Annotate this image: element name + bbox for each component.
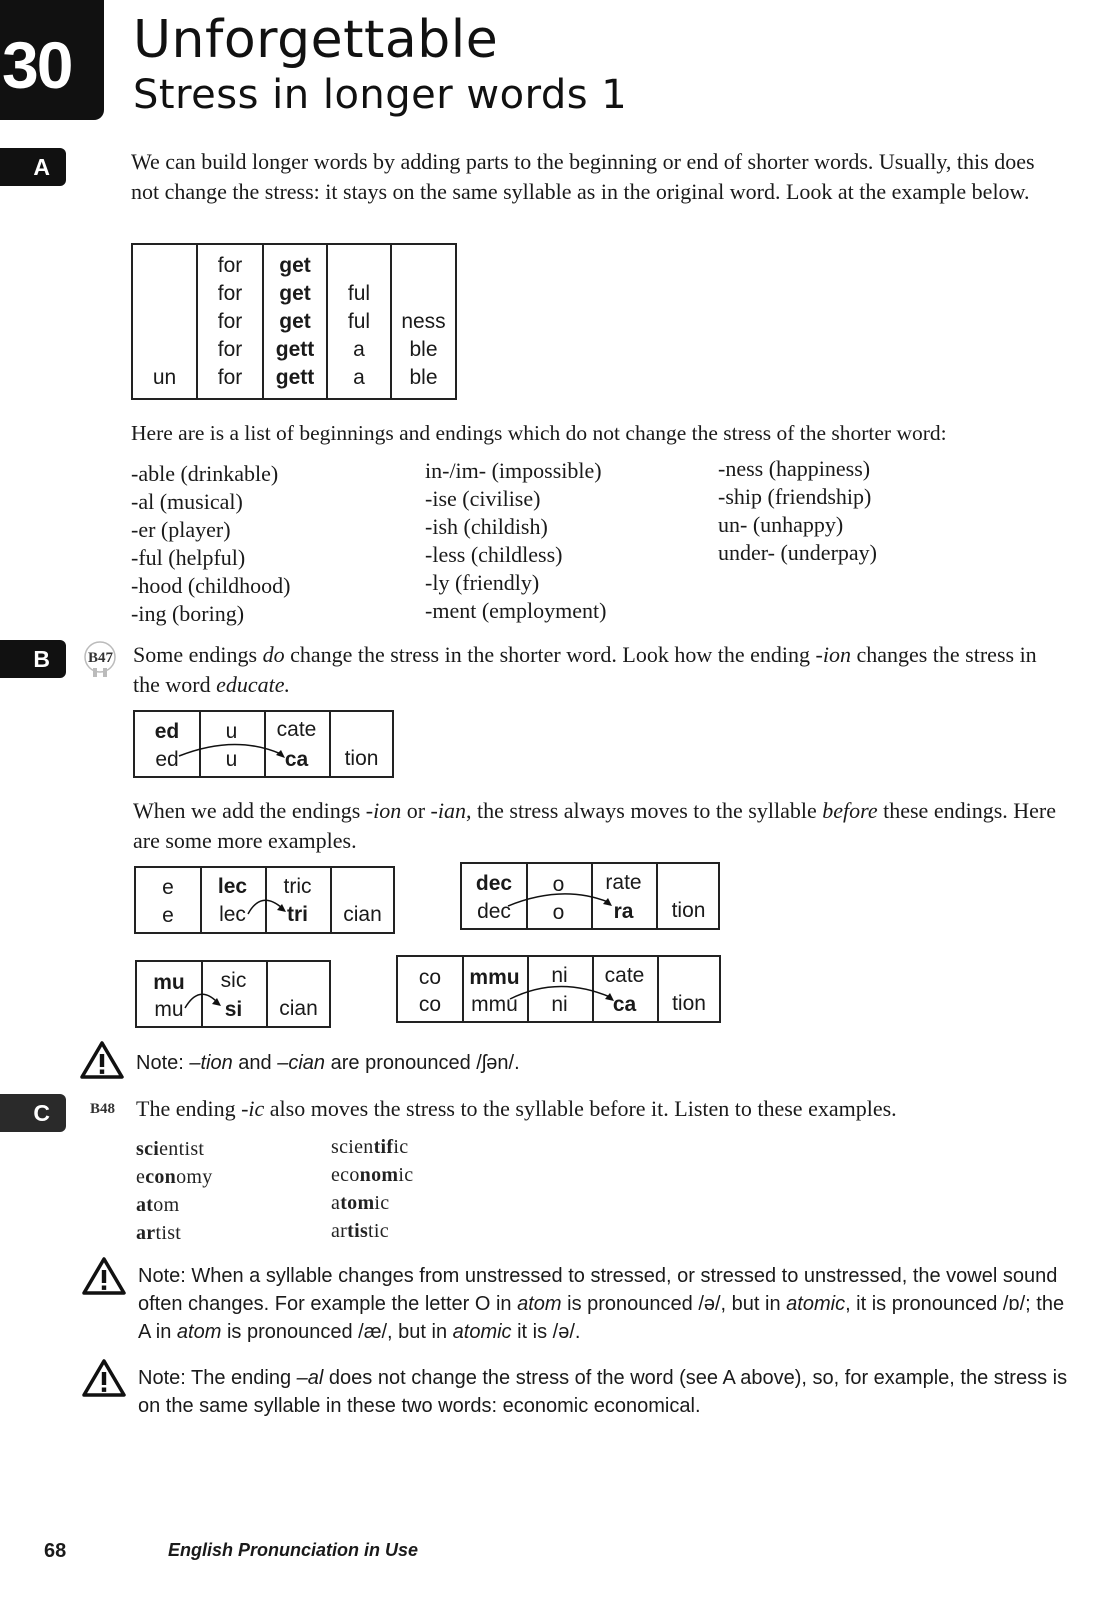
stress-shift-arrow: [137, 962, 333, 1028]
syllable: cate: [604, 964, 645, 987]
syllable: u: [225, 720, 238, 743]
syllable: o: [552, 901, 565, 924]
syllable: ni: [551, 964, 568, 987]
note-tion-cian: Note: –tion and –cian are pronounced /ʃən/.: [136, 1052, 520, 1074]
syllable: tion: [672, 992, 706, 1015]
syllable: si: [224, 998, 243, 1021]
list-intro: Here are is a list of beginnings and endings which do not change the stress of the shorter word:: [131, 421, 947, 445]
syllable: mu: [153, 971, 185, 994]
ic-examples-right: [331, 1133, 511, 1245]
list-item: economic: [331, 1164, 414, 1186]
section-b-tab: B: [0, 640, 66, 678]
decoration-table: [460, 862, 720, 930]
syllable: e: [162, 876, 174, 899]
page-subtitle: Stress in longer words 1: [133, 72, 628, 118]
list-item: -ing (boring): [131, 601, 245, 626]
syllable: co: [418, 993, 442, 1016]
note-vowel-change: Note: When a syllable changes from unstressed to stressed, or stressed to unstressed, the vowel sound often changes. For example the letter O in atom is pronounced /ə/, but in atomic, it is pronounced /ɒ/; the A in atom is pronounced /æ/, but in atomic it is /ə/.: [138, 1265, 1065, 1343]
syllable: dec: [477, 900, 511, 923]
stress-shift-arrow: [136, 868, 396, 934]
list-item: -er (player): [131, 517, 231, 542]
electrician-table: [134, 866, 395, 934]
syllable: u: [225, 748, 238, 771]
unit-number-badge: 30: [0, 0, 104, 120]
stress-shift-arrow: [398, 957, 723, 1023]
syllable: mmu: [471, 993, 518, 1016]
syllable: lec: [217, 875, 248, 898]
page-number: 68: [44, 1540, 67, 1562]
syllable: tion: [344, 747, 379, 770]
syllable: cian: [343, 903, 382, 926]
syllable: ed: [155, 748, 179, 771]
list-item: economy: [136, 1166, 213, 1188]
list-item: -hood (childhood): [131, 573, 291, 598]
syllable: ca: [612, 993, 637, 1016]
section-a-tab: A: [0, 148, 66, 186]
syllable: cian: [279, 997, 318, 1020]
syllable: mmu: [469, 966, 520, 989]
table-cell-get: get get get gett gett: [263, 244, 327, 399]
communication-table: [396, 955, 721, 1023]
section-a-intro: We can build longer words by adding parts to the beginning or end of shorter words. Usually, this does not change the stress: it stays on the same syllable as in the original word. Look at the example below.: [131, 149, 1035, 204]
warning-icon: [82, 1256, 126, 1296]
list-item: -ment (employment): [425, 598, 607, 623]
syllable: co: [418, 966, 442, 989]
book-title: English Pronunciation in Use: [168, 1540, 419, 1560]
syllable: tri: [287, 903, 308, 926]
list-item: -ly (friendly): [425, 570, 540, 595]
list-item: -ness (happiness): [718, 456, 871, 481]
stress-shift-arrow: [135, 712, 395, 778]
list-item: -ful (helpful): [131, 545, 246, 570]
syllable: ra: [613, 900, 634, 923]
table-cell-for: for for for for for: [197, 244, 263, 399]
list-item: -al (musical): [131, 489, 243, 514]
list-item: -ise (civilise): [425, 486, 541, 511]
list-item: in-/im- (impossible): [425, 458, 602, 483]
section-b-para2: When we add the endings -ion or -ian, the stress always moves to the syllable before these endings. Here are some more examples.: [133, 798, 1056, 853]
endings-list-col2: [425, 457, 715, 625]
endings-list-col3: [718, 455, 1008, 567]
syllable: rate: [605, 871, 642, 894]
track-number-b47: B47: [88, 650, 114, 666]
stress-shift-arrow: [462, 864, 722, 930]
musician-table: [135, 960, 331, 1028]
section-c-intro: The ending -ic also moves the stress to the syllable before it. Listen to these examples.: [136, 1096, 897, 1121]
syllable: e: [162, 904, 174, 927]
endings-list-col1: [131, 460, 421, 628]
warning-icon: [80, 1040, 124, 1080]
educate-table: [133, 710, 394, 778]
list-item: -less (childless): [425, 542, 563, 567]
list-item: artist: [136, 1222, 182, 1244]
syllable: dec: [475, 872, 513, 895]
page-title: Unforgettable: [133, 10, 499, 70]
syllable: cate: [276, 718, 317, 741]
syllable: sic: [220, 969, 247, 992]
ic-examples-left: [136, 1135, 316, 1247]
note-al-ending: Note: The ending –al does not change the stress of the word (see A above), so, for example, the stress is on the same syllable in these two words: economic economical.: [138, 1367, 1068, 1417]
warning-icon: [82, 1358, 126, 1398]
list-item: scientific: [331, 1136, 409, 1158]
syllable: ni: [551, 993, 568, 1016]
table-cell-prefix: un: [152, 366, 177, 389]
track-number-b48: B48: [90, 1101, 116, 1117]
unforgettable-table: [131, 243, 457, 400]
table-cell-ful: ful ful a a: [327, 244, 391, 399]
list-item: un- (unhappy): [718, 512, 844, 537]
list-item: -ship (friendship): [718, 484, 872, 509]
syllable: ed: [154, 720, 180, 743]
syllable: lec: [219, 903, 246, 926]
section-c-tab: C: [0, 1094, 66, 1132]
syllable: ca: [284, 748, 309, 771]
syllable: tion: [671, 899, 706, 922]
list-item: scientist: [136, 1138, 205, 1160]
list-item: atom: [136, 1194, 180, 1216]
list-item: atomic: [331, 1192, 390, 1214]
list-item: -able (drinkable): [131, 461, 279, 486]
syllable: o: [552, 873, 565, 896]
list-item: -ish (childish): [425, 514, 548, 539]
table-cell-ness: ness ble ble: [391, 244, 456, 399]
list-item: artistic: [331, 1220, 389, 1242]
syllable: tric: [283, 875, 312, 898]
syllable: mu: [154, 998, 184, 1021]
section-b-intro: Some endings do change the stress in the shorter word. Look how the ending -ion changes the stress in the word educate.: [133, 642, 1037, 697]
list-item: under- (underpay): [718, 540, 877, 565]
